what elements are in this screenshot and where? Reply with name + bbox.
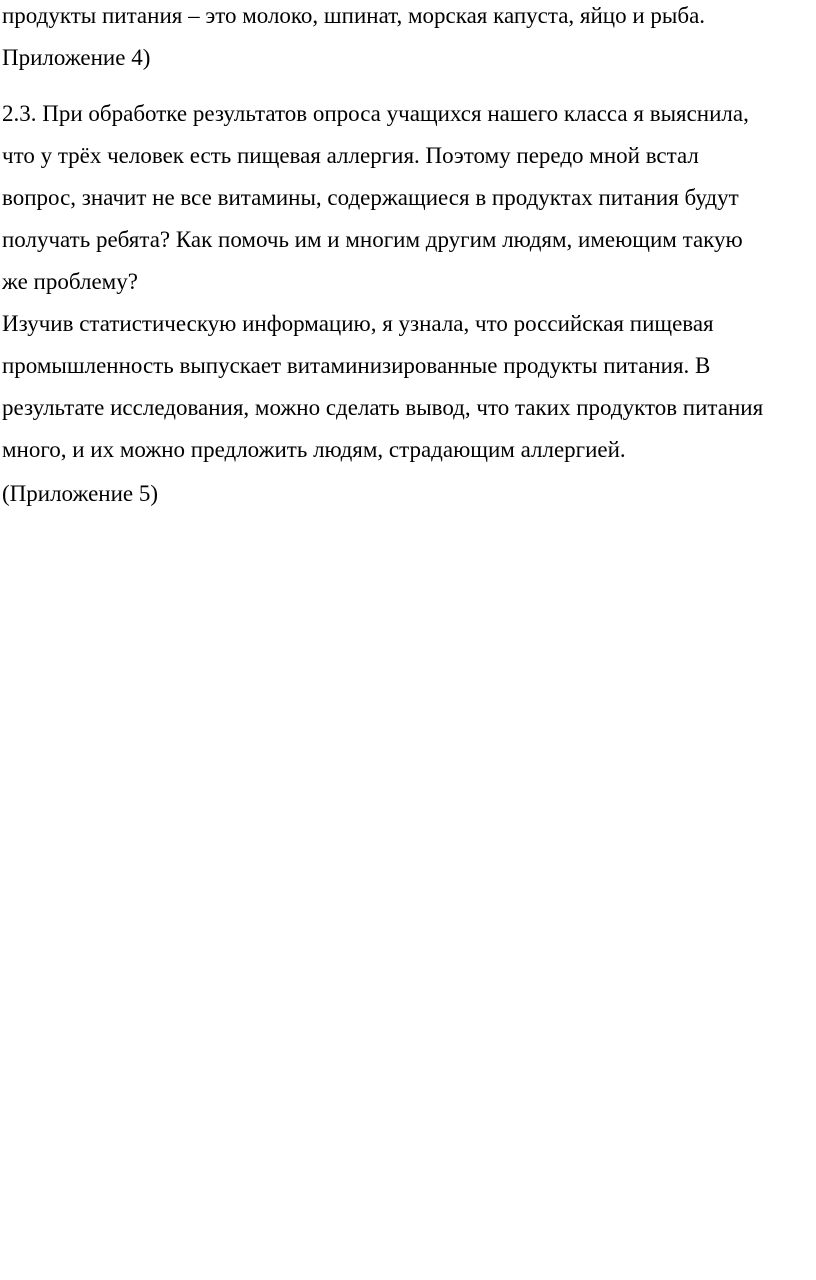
text-line: же проблему? <box>2 269 138 294</box>
text-line: продукты питания – это молоко, шпинат, морская капуста, яйцо и рыба. <box>2 3 706 28</box>
text-line: Приложение 4) <box>2 45 151 70</box>
text-line: промышленность выпускает витаминизированные продукты питания. В <box>2 353 711 378</box>
text-line: Изучив статистическую информацию, я узнала, что российская пищевая <box>2 311 714 336</box>
text-line: что у трёх человек есть пищевая аллергия. Поэтому передо мной встал <box>2 143 699 168</box>
text-line: получать ребята? Как помочь им и многим другим людям, имеющим такую <box>2 227 743 252</box>
text-line: (Приложение 5) <box>2 481 159 506</box>
text-line: вопрос, значит не все витамины, содержащиеся в продуктах питания будут <box>2 185 739 210</box>
text-line: результате исследования, можно сделать вывод, что таких продуктов питания <box>2 395 764 420</box>
text-line: 2.3. При обработке результатов опроса учащихся нашего класса я выяснила, <box>2 101 749 126</box>
text-line: много, и их можно предложить людям, страдающим аллергией. <box>2 437 626 462</box>
